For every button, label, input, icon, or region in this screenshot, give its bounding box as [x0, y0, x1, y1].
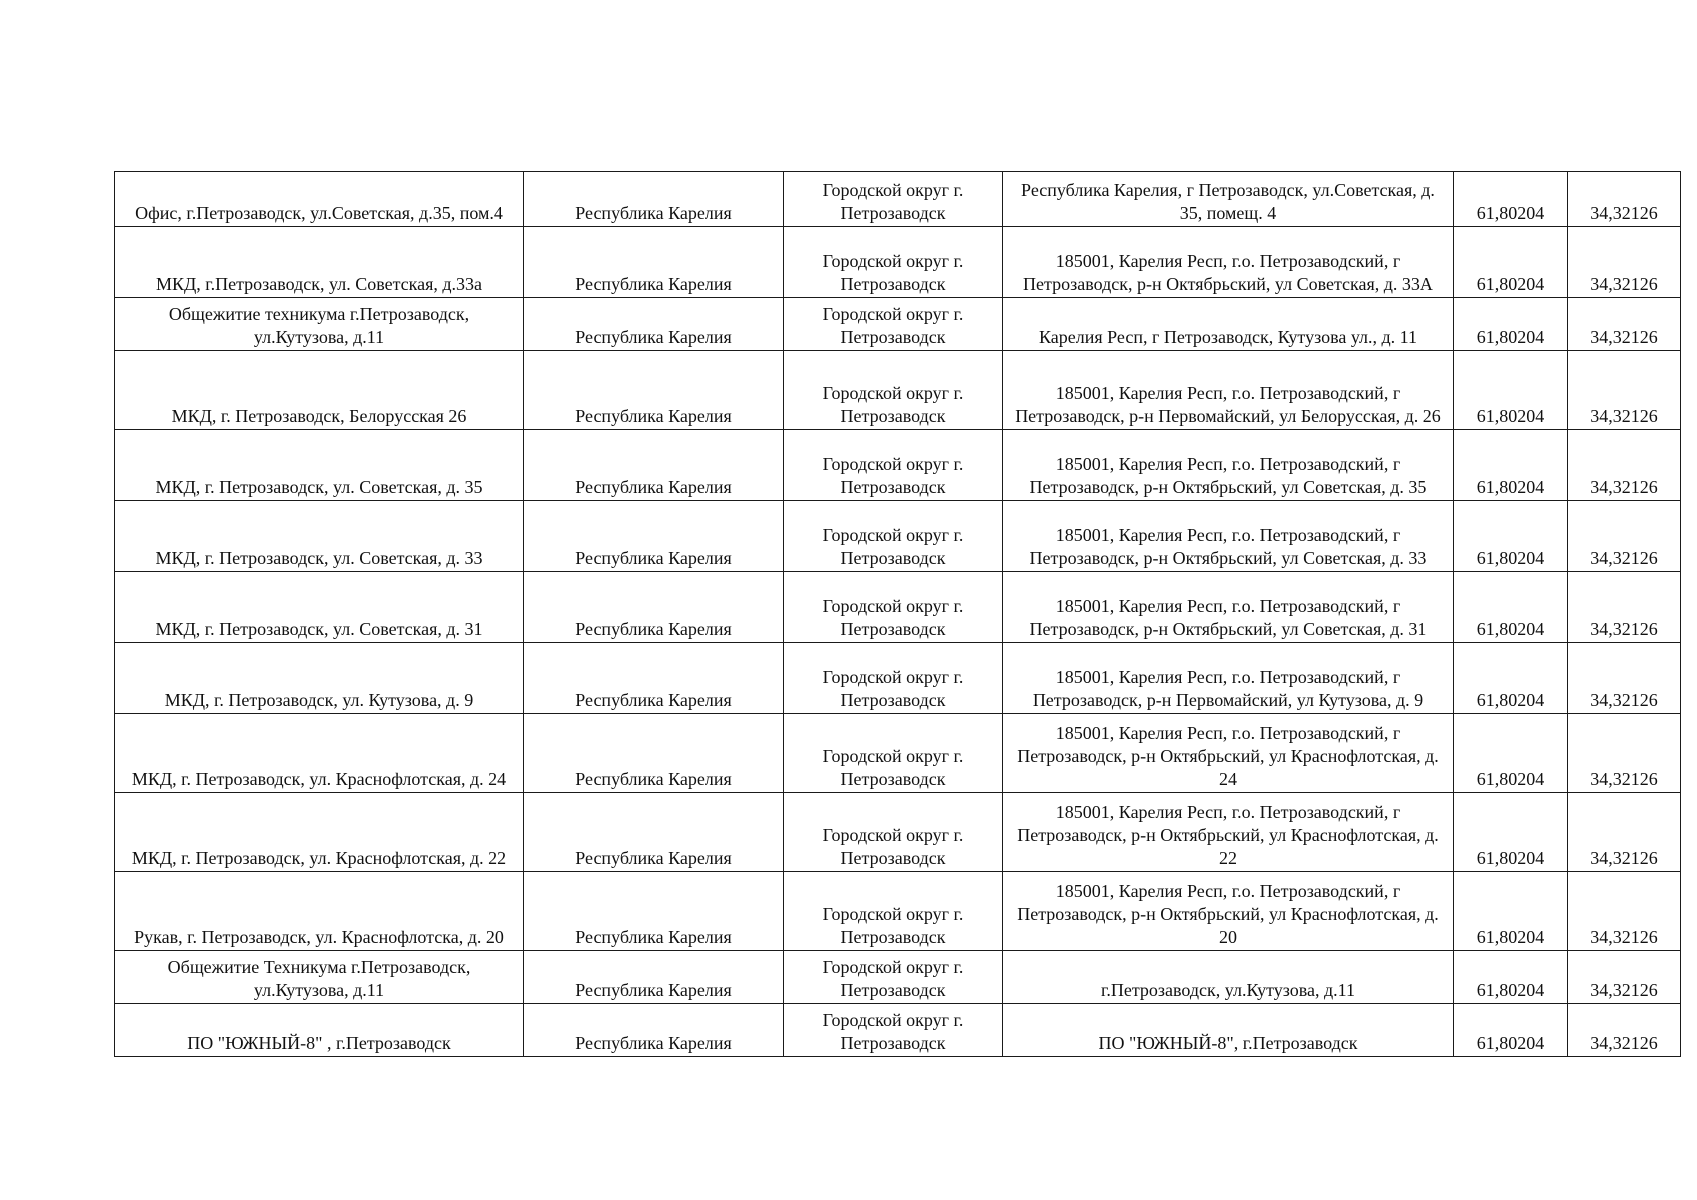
table-row [115, 793, 1681, 872]
table-row [115, 501, 1681, 572]
longitude-cell: 34,32126 [1568, 172, 1681, 227]
table-row [115, 872, 1681, 951]
object-name-cell: ПО "ЮЖНЫЙ-8" , г.Петрозаводск [115, 1004, 524, 1057]
address-cell: 185001, Карелия Респ, г.о. Петрозаводский, г Петрозаводск, р-н Октябрьский, ул Советская, д. 33А [1003, 227, 1454, 298]
object-name-cell: Общежитие Техникума г.Петрозаводск, ул.Кутузова, д.11 [115, 951, 524, 1004]
object-name-cell: Офис, г.Петрозаводск, ул.Советская, д.35, пом.4 [115, 172, 524, 227]
district-cell: Городской округ г. Петрозаводск [784, 572, 1003, 643]
table-row [115, 227, 1681, 298]
address-cell: 185001, Карелия Респ, г.о. Петрозаводский, г Петрозаводск, р-н Октябрьский, ул Краснофлотская, д. 20 [1003, 872, 1454, 951]
latitude-cell: 61,80204 [1454, 351, 1568, 430]
district-cell: Городской округ г. Петрозаводск [784, 643, 1003, 714]
district-cell: Городской округ г. Петрозаводск [784, 298, 1003, 351]
region-cell: Республика Карелия [524, 1004, 784, 1057]
region-cell: Республика Карелия [524, 572, 784, 643]
region-cell: Республика Карелия [524, 430, 784, 501]
longitude-cell: 34,32126 [1568, 351, 1681, 430]
district-cell: Городской округ г. Петрозаводск [784, 872, 1003, 951]
address-cell: 185001, Карелия Респ, г.о. Петрозаводский, г Петрозаводск, р-н Первомайский, ул Кутузова, д. 9 [1003, 643, 1454, 714]
address-cell: 185001, Карелия Респ, г.о. Петрозаводский, г Петрозаводск, р-н Первомайский, ул Белорусская, д. 26 [1003, 351, 1454, 430]
address-cell: 185001, Карелия Респ, г.о. Петрозаводский, г Петрозаводск, р-н Октябрьский, ул Краснофлотская, д. 24 [1003, 714, 1454, 793]
district-cell: Городской округ г. Петрозаводск [784, 430, 1003, 501]
latitude-cell: 61,80204 [1454, 172, 1568, 227]
address-cell: Карелия Респ, г Петрозаводск, Кутузова ул., д. 11 [1003, 298, 1454, 351]
latitude-cell: 61,80204 [1454, 793, 1568, 872]
latitude-cell: 61,80204 [1454, 872, 1568, 951]
latitude-cell: 61,80204 [1454, 430, 1568, 501]
table-row [115, 1004, 1681, 1057]
longitude-cell: 34,32126 [1568, 872, 1681, 951]
longitude-cell: 34,32126 [1568, 643, 1681, 714]
longitude-cell: 34,32126 [1568, 501, 1681, 572]
object-name-cell: МКД, г. Петрозаводск, ул. Краснофлотская, д. 24 [115, 714, 524, 793]
longitude-cell: 34,32126 [1568, 793, 1681, 872]
table-row [115, 714, 1681, 793]
latitude-cell: 61,80204 [1454, 1004, 1568, 1057]
district-cell: Городской округ г. Петрозаводск [784, 1004, 1003, 1057]
object-name-cell: МКД, г. Петрозаводск, ул. Советская, д. 31 [115, 572, 524, 643]
district-cell: Городской округ г. Петрозаводск [784, 351, 1003, 430]
latitude-cell: 61,80204 [1454, 951, 1568, 1004]
longitude-cell: 34,32126 [1568, 1004, 1681, 1057]
district-cell: Городской округ г. Петрозаводск [784, 793, 1003, 872]
latitude-cell: 61,80204 [1454, 572, 1568, 643]
region-cell: Республика Карелия [524, 227, 784, 298]
address-cell: 185001, Карелия Респ, г.о. Петрозаводский, г Петрозаводск, р-н Октябрьский, ул Советская, д. 31 [1003, 572, 1454, 643]
table-row [115, 172, 1681, 227]
latitude-cell: 61,80204 [1454, 501, 1568, 572]
longitude-cell: 34,32126 [1568, 298, 1681, 351]
objects-table-body [115, 172, 1681, 1057]
longitude-cell: 34,32126 [1568, 430, 1681, 501]
object-name-cell: МКД, г. Петрозаводск, ул. Кутузова, д. 9 [115, 643, 524, 714]
address-cell: Республика Карелия, г Петрозаводск, ул.Советская, д. 35, помещ. 4 [1003, 172, 1454, 227]
longitude-cell: 34,32126 [1568, 951, 1681, 1004]
district-cell: Городской округ г. Петрозаводск [784, 951, 1003, 1004]
address-cell: ПО "ЮЖНЫЙ-8", г.Петрозаводск [1003, 1004, 1454, 1057]
table-row [115, 572, 1681, 643]
region-cell: Республика Карелия [524, 951, 784, 1004]
region-cell: Республика Карелия [524, 872, 784, 951]
object-name-cell: МКД, г. Петрозаводск, Белорусская 26 [115, 351, 524, 430]
table-row [115, 351, 1681, 430]
region-cell: Республика Карелия [524, 501, 784, 572]
district-cell: Городской округ г. Петрозаводск [784, 501, 1003, 572]
district-cell: Городской округ г. Петрозаводск [784, 227, 1003, 298]
object-name-cell: Общежитие техникума г.Петрозаводск, ул.Кутузова, д.11 [115, 298, 524, 351]
latitude-cell: 61,80204 [1454, 714, 1568, 793]
object-name-cell: МКД, г.Петрозаводск, ул. Советская, д.33а [115, 227, 524, 298]
longitude-cell: 34,32126 [1568, 227, 1681, 298]
latitude-cell: 61,80204 [1454, 298, 1568, 351]
region-cell: Республика Карелия [524, 714, 784, 793]
district-cell: Городской округ г. Петрозаводск [784, 714, 1003, 793]
region-cell: Республика Карелия [524, 793, 784, 872]
table-row [115, 298, 1681, 351]
region-cell: Республика Карелия [524, 351, 784, 430]
longitude-cell: 34,32126 [1568, 714, 1681, 793]
object-name-cell: МКД, г. Петрозаводск, ул. Краснофлотская, д. 22 [115, 793, 524, 872]
object-name-cell: МКД, г. Петрозаводск, ул. Советская, д. 35 [115, 430, 524, 501]
object-name-cell: МКД, г. Петрозаводск, ул. Советская, д. 33 [115, 501, 524, 572]
address-cell: 185001, Карелия Респ, г.о. Петрозаводский, г Петрозаводск, р-н Октябрьский, ул Советская, д. 33 [1003, 501, 1454, 572]
address-cell: г.Петрозаводск, ул.Кутузова, д.11 [1003, 951, 1454, 1004]
table-row [115, 951, 1681, 1004]
region-cell: Республика Карелия [524, 643, 784, 714]
objects-table [114, 171, 1681, 1057]
table-row [115, 643, 1681, 714]
region-cell: Республика Карелия [524, 172, 784, 227]
object-name-cell: Рукав, г. Петрозаводск, ул. Краснофлотска, д. 20 [115, 872, 524, 951]
region-cell: Республика Карелия [524, 298, 784, 351]
latitude-cell: 61,80204 [1454, 643, 1568, 714]
district-cell: Городской округ г. Петрозаводск [784, 172, 1003, 227]
table-row [115, 430, 1681, 501]
longitude-cell: 34,32126 [1568, 572, 1681, 643]
address-cell: 185001, Карелия Респ, г.о. Петрозаводский, г Петрозаводск, р-н Октябрьский, ул Краснофлотская, д. 22 [1003, 793, 1454, 872]
latitude-cell: 61,80204 [1454, 227, 1568, 298]
address-cell: 185001, Карелия Респ, г.о. Петрозаводский, г Петрозаводск, р-н Октябрьский, ул Советская, д. 35 [1003, 430, 1454, 501]
